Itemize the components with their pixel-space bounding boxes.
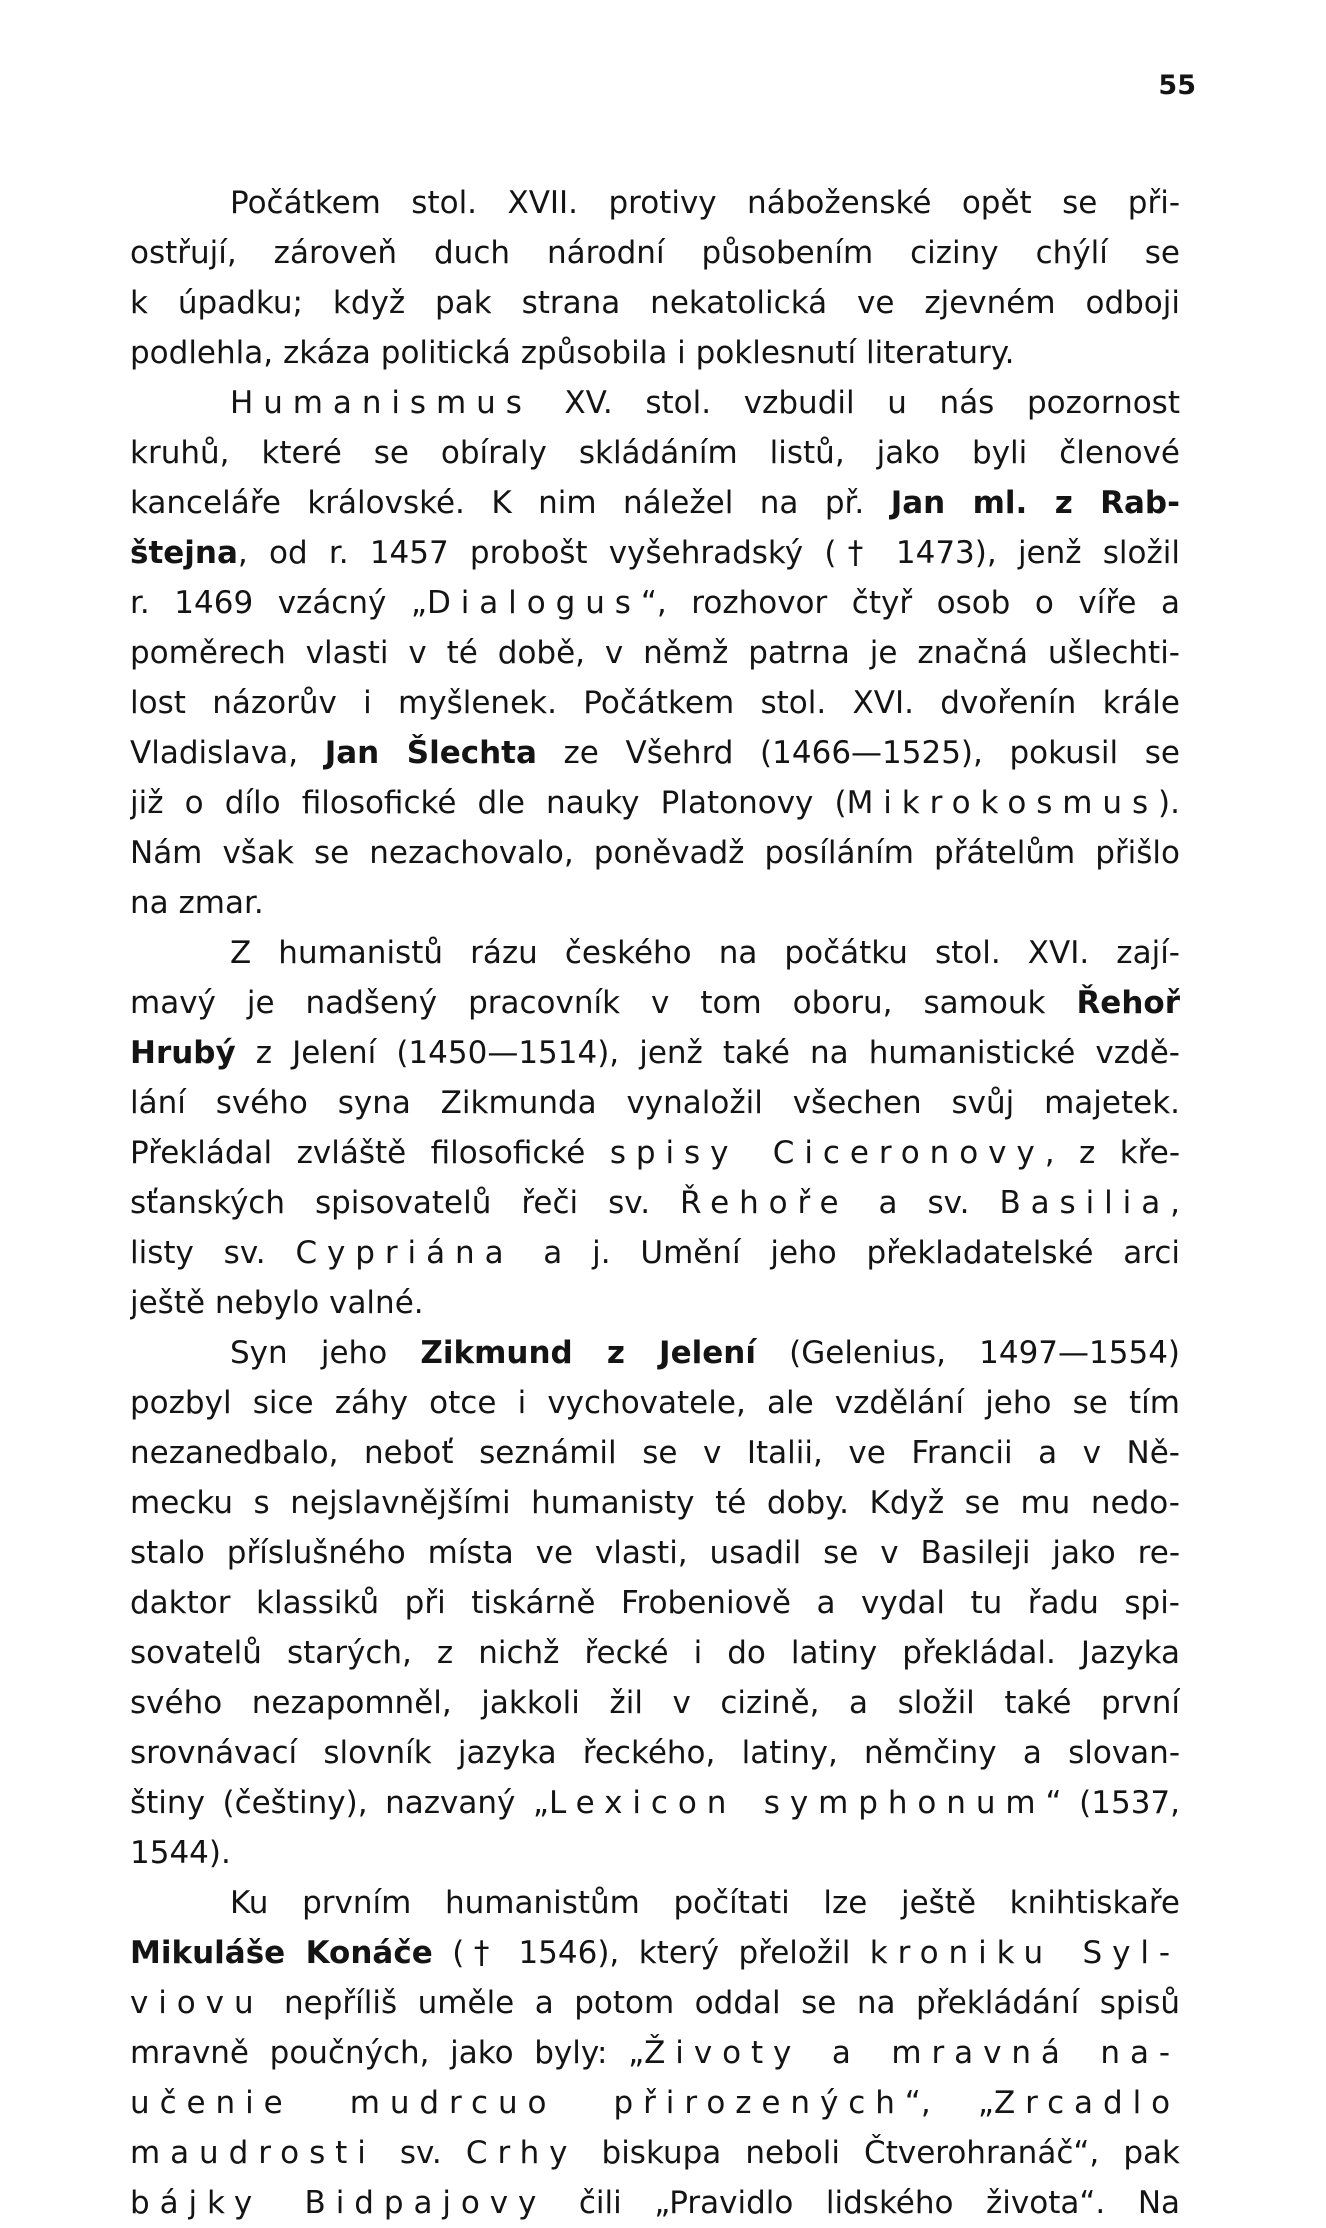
text-segment: nepříliš uměle a potom oddal se na překládání spisů	[263, 1985, 1180, 2021]
text-segment: Syn jeho	[230, 1335, 421, 1371]
text-segment: ,	[1170, 1185, 1180, 1221]
text-segment: “ (1537,	[1045, 1785, 1180, 1821]
text-segment: , z kře-	[1044, 1135, 1180, 1171]
spaced-title: Cypriána	[295, 1235, 514, 1271]
text-segment: ze Všehrd (1466—1525), pokusil se	[536, 735, 1180, 771]
text-segment: čili „Pravidlo lidského života“. Na	[546, 2185, 1180, 2221]
bold-name: Řehoř	[1076, 985, 1180, 1021]
text-segment: (Gelenius, 1497—1554)	[755, 1335, 1180, 1371]
spaced-title: maudrosti	[130, 2135, 376, 2171]
text-segment: sv.	[375, 2135, 466, 2171]
bold-name: Mikuláše Konáče	[130, 1935, 433, 1971]
text-line	[130, 1378, 1180, 1428]
text-line	[130, 328, 1180, 378]
text-segment: nezanedbalo, neboť seznámil se v Italii, ve Francii a v Ně-	[130, 1435, 1180, 1471]
text-segment: r. 1469 vzácný „	[130, 585, 427, 621]
text-segment: Vladislava,	[130, 735, 325, 771]
text-segment: “, „	[904, 2085, 994, 2121]
text-line	[130, 578, 1180, 628]
text-segment: Nám však se nezachovalo, poněvadž posíláním přátelům přišlo	[130, 835, 1180, 871]
text-segment: kanceláře královské. K nim náležel na př.	[130, 485, 891, 521]
spaced-title: Mikrokosmus	[846, 785, 1159, 821]
text-line	[130, 1478, 1180, 1528]
text-line	[130, 928, 1180, 978]
text-line	[130, 428, 1180, 478]
text-segment: stalo příslušného místa ve vlasti, usadil se v Basileji jako re-	[130, 1535, 1180, 1571]
text-segment: z Jelení (1450—1514), jenž také na humanistické vzdě-	[235, 1035, 1180, 1071]
text-line	[130, 2028, 1180, 2078]
text-segment: k úpadku; když pak strana nekatolická ve zjevném odboji	[130, 285, 1180, 321]
text-line	[130, 878, 1180, 928]
text-segment: lost názorův i myšlenek. Počátkem stol. XVI. dvořenín krále	[130, 685, 1180, 721]
text-line	[130, 378, 1180, 428]
text-segment: Ku prvním humanistům počítati lze ještě knihtiskaře	[230, 1885, 1180, 1921]
text-line	[130, 528, 1180, 578]
text-line	[130, 1728, 1180, 1778]
text-line	[130, 2128, 1180, 2178]
text-segment: 1544).	[130, 1835, 231, 1871]
text-segment: již o dílo filosofické dle nauky Platonovy (	[130, 785, 847, 821]
text-line	[130, 828, 1180, 878]
text-line	[130, 1628, 1180, 1678]
text-line	[130, 1028, 1180, 1078]
bold-name: Jan Šlechta	[324, 735, 537, 771]
spaced-title: Zrcadlo	[993, 2085, 1180, 2121]
text-line	[130, 728, 1180, 778]
bold-name: Jan ml. z Rab-	[890, 485, 1180, 521]
text-segment: pozbyl sice záhy otce i vychovatele, ale vzdělání jeho se tím	[130, 1385, 1180, 1421]
spaced-title: Životy a mravná na-	[644, 2035, 1180, 2071]
text-segment: kruhů, které se obíraly skládáním listů, jako byli členové	[130, 435, 1180, 471]
text-segment: podlehla, zkáza politická způsobila i poklesnutí literatury.	[130, 335, 1015, 371]
text-line	[130, 1828, 1180, 1878]
text-segment: mravně poučných, jako byly: „	[130, 2035, 645, 2071]
text-segment: ještě nebylo valné.	[130, 1285, 424, 1321]
text-line	[130, 1978, 1180, 2028]
text-line	[130, 1128, 1180, 1178]
text-segment: “, rozhovor čtyř osob o víře a	[640, 585, 1180, 621]
text-line	[130, 2178, 1180, 2228]
text-segment: sťanských spisovatelů řeči sv.	[130, 1185, 681, 1221]
text-line	[130, 628, 1180, 678]
body-text	[130, 178, 1180, 2228]
text-segment: Překládal zvláště filosofické	[130, 1135, 610, 1171]
text-segment: Počátkem stol. XVII. protivy náboženské opět se při-	[230, 185, 1180, 221]
text-segment: biskupa neboli Čtverohranáč“, pak	[577, 2135, 1180, 2171]
text-segment: , od r. 1457 probošt vyšehradský († 1473), jenž složil	[237, 535, 1180, 571]
text-line	[130, 1678, 1180, 1728]
spaced-title: kroniku Syl-	[869, 1935, 1180, 1971]
page-number: 55	[1158, 70, 1196, 101]
spaced-title: Basilia	[999, 1185, 1171, 1221]
text-line	[130, 1528, 1180, 1578]
text-segment: poměrech vlasti v té době, v němž patrna je značná ušlechti-	[130, 635, 1180, 671]
text-segment: daktor klassiků při tiskárně Frobeniově a vydal tu řadu spi-	[130, 1585, 1180, 1621]
text-segment: mecku s nejslavnějšími humanisty té doby. Když se mu nedo-	[130, 1485, 1180, 1521]
text-line	[130, 278, 1180, 328]
spaced-title: Lexicon symphonum	[548, 1785, 1046, 1821]
text-segment: lání svého syna Zikmunda vynaložil všechen svůj majetek.	[130, 1085, 1180, 1121]
text-line	[130, 1878, 1180, 1928]
text-segment: († 1546), který přeložil	[432, 1935, 870, 1971]
text-segment: a j. Umění jeho překladatelské arci	[513, 1235, 1180, 1271]
spaced-title: Humanismus	[230, 385, 532, 421]
text-segment: mavý je nadšený pracovník v tom oboru, samouk	[130, 985, 1077, 1021]
text-line	[130, 1278, 1180, 1328]
spaced-title: spisy Ciceronovy	[609, 1135, 1045, 1171]
text-line	[130, 978, 1180, 1028]
text-segment: Z humanistů rázu českého na počátku stol. XVI. zají-	[230, 935, 1180, 971]
spaced-title: Dialogus	[426, 585, 641, 621]
text-line	[130, 178, 1180, 228]
text-line	[130, 1178, 1180, 1228]
text-line	[130, 478, 1180, 528]
bold-name: Zikmund z Jelení	[420, 1335, 756, 1371]
text-segment: na zmar.	[130, 885, 264, 921]
spaced-title: viovu	[130, 1985, 264, 2021]
text-line	[130, 1328, 1180, 1378]
spaced-title: učenie mudrcuo přirozených	[130, 2085, 905, 2121]
text-segment: XV. stol. vzbudil u nás pozornost	[531, 385, 1180, 421]
text-line	[130, 1228, 1180, 1278]
bold-name: štejna	[130, 535, 238, 571]
text-line	[130, 2078, 1180, 2128]
text-line	[130, 1928, 1180, 1978]
spaced-title: Crhy	[465, 2135, 578, 2171]
text-line	[130, 778, 1180, 828]
text-segment: srovnávací slovník jazyka řeckého, latiny, němčiny a slovan-	[130, 1735, 1180, 1771]
text-segment: listy sv.	[130, 1235, 296, 1271]
text-segment: ostřují, zároveň duch národní působením ciziny chýlí se	[130, 235, 1180, 271]
text-segment: ).	[1158, 785, 1180, 821]
text-line	[130, 678, 1180, 728]
text-segment: štiny (češtiny), nazvaný „	[130, 1785, 549, 1821]
text-line	[130, 1428, 1180, 1478]
text-line	[130, 228, 1180, 278]
spaced-title: bájky Bidpajovy	[130, 2185, 547, 2221]
text-segment: sovatelů starých, z nichž řecké i do latiny překládal. Jazyka	[130, 1635, 1180, 1671]
text-line	[130, 1578, 1180, 1628]
text-line	[130, 1778, 1180, 1828]
bold-name: Hrubý	[130, 1035, 236, 1071]
spaced-title: Řehoře	[680, 1185, 849, 1221]
text-line	[130, 1078, 1180, 1128]
text-segment: a sv.	[848, 1185, 1000, 1221]
text-segment: svého nezapomněl, jakkoli žil v cizině, a složil také první	[130, 1685, 1180, 1721]
